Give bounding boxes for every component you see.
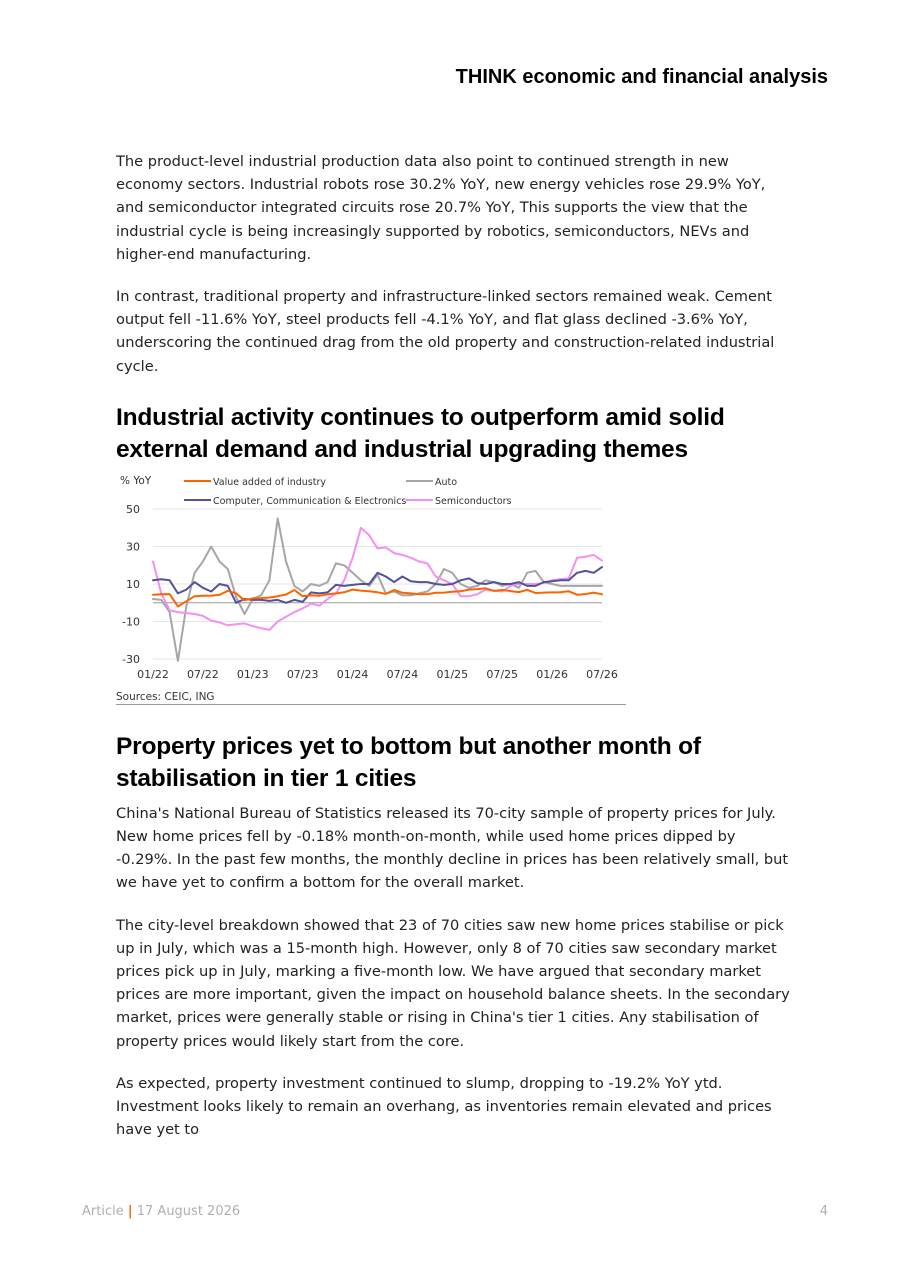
industrial-chart (116, 472, 626, 704)
y-tick-label: -10 (122, 615, 140, 629)
article-content (116, 150, 796, 1160)
chart-source: Sources: CEIC, ING (116, 690, 215, 703)
section-heading-property: Property prices yet to bottom but another month of stabilisation in tier 1 cities (116, 732, 701, 792)
y-tick-label: 50 (126, 502, 140, 516)
legend-label: Computer, Communication & Electronics (213, 495, 407, 507)
paragraph: As expected, property investment continued to slump, dropping to -19.2% YoY ytd. Investment looks likely to remain an overhang, as inventories remain elevated and prices have yet to (116, 1074, 772, 1139)
series-line (153, 588, 602, 606)
y-tick-label: 30 (126, 540, 140, 554)
legend-label: Auto (435, 476, 458, 488)
y-tick-label: 10 (126, 577, 140, 591)
footer-label: Article (82, 1204, 124, 1219)
legend-label: Semiconductors (435, 495, 512, 507)
series-line (153, 518, 602, 661)
x-tick-label: 01/22 (137, 667, 169, 681)
x-tick-label: 01/25 (436, 667, 469, 681)
chart-bottom-rule (116, 704, 626, 705)
footer-separator: | (127, 1204, 133, 1219)
x-tick-label: 01/26 (536, 667, 568, 681)
x-tick-label: 07/24 (386, 667, 419, 681)
series-line (153, 528, 602, 630)
paragraph: The city-level breakdown showed that 23 of 70 cities saw new home prices stabilise or pick up in July, which was a 15-month high. However, only 8 of 70 cities saw secondary market prices pick up in July, marking a five-month low. We have argued that secondary market prices are more important, given the impact on household balance sheets. In the secondary market, prices were generally stable or rising in China's tier 1 cities. Any stabilisation of property prices would likely start from the core. (116, 916, 790, 1050)
x-tick-label: 01/23 (236, 667, 269, 681)
footer-page-number: 4 (819, 1204, 828, 1219)
paragraph: In contrast, traditional property and infrastructure-linked sectors remained weak. Cement output fell -11.6% YoY, steel products fell -4.1% YoY, and flat glass declined -3.6% YoY, underscoring the continued drag from the old property and construction-related industrial cycle. (116, 288, 775, 375)
x-tick-label: 07/25 (486, 667, 519, 681)
x-tick-label: 07/23 (286, 667, 319, 681)
y-axis-label: % YoY (120, 474, 152, 487)
x-tick-label: 07/26 (586, 667, 618, 681)
x-tick-label: 07/22 (187, 667, 219, 681)
paragraph: China's National Bureau of Statistics released its 70-city sample of property prices for July. New home prices fell by -0.18% month-on-month, while used home prices dipped by -0.29%. In the past few months, the monthly decline in prices has been relatively small, but we have yet to confirm a bottom for the overall market. (116, 804, 789, 892)
y-tick-label: -30 (122, 652, 140, 666)
header-title: THINK economic and financial analysis (455, 66, 828, 88)
footer-article-date (82, 1204, 240, 1219)
legend-label: Value added of industry (213, 476, 326, 488)
x-tick-label: 01/24 (336, 667, 369, 681)
section-heading-industrial: Industrial activity continues to outperform amid solid external demand and industrial upgrading themes (116, 403, 725, 463)
series-line (153, 567, 602, 603)
footer-date: 17 August 2026 (136, 1204, 241, 1219)
line-chart (116, 472, 626, 704)
paragraph: The product-level industrial production data also point to continued strength in new economy sectors. Industrial robots rose 30.2% YoY, new energy vehicles rose 29.9% YoY, and semiconductor integrated circuits rose 20.7% YoY, This supports the view that the industrial cycle is being increasingly supported by robotics, semiconductors, NEVs and higher-end manufacturing. (116, 153, 766, 263)
